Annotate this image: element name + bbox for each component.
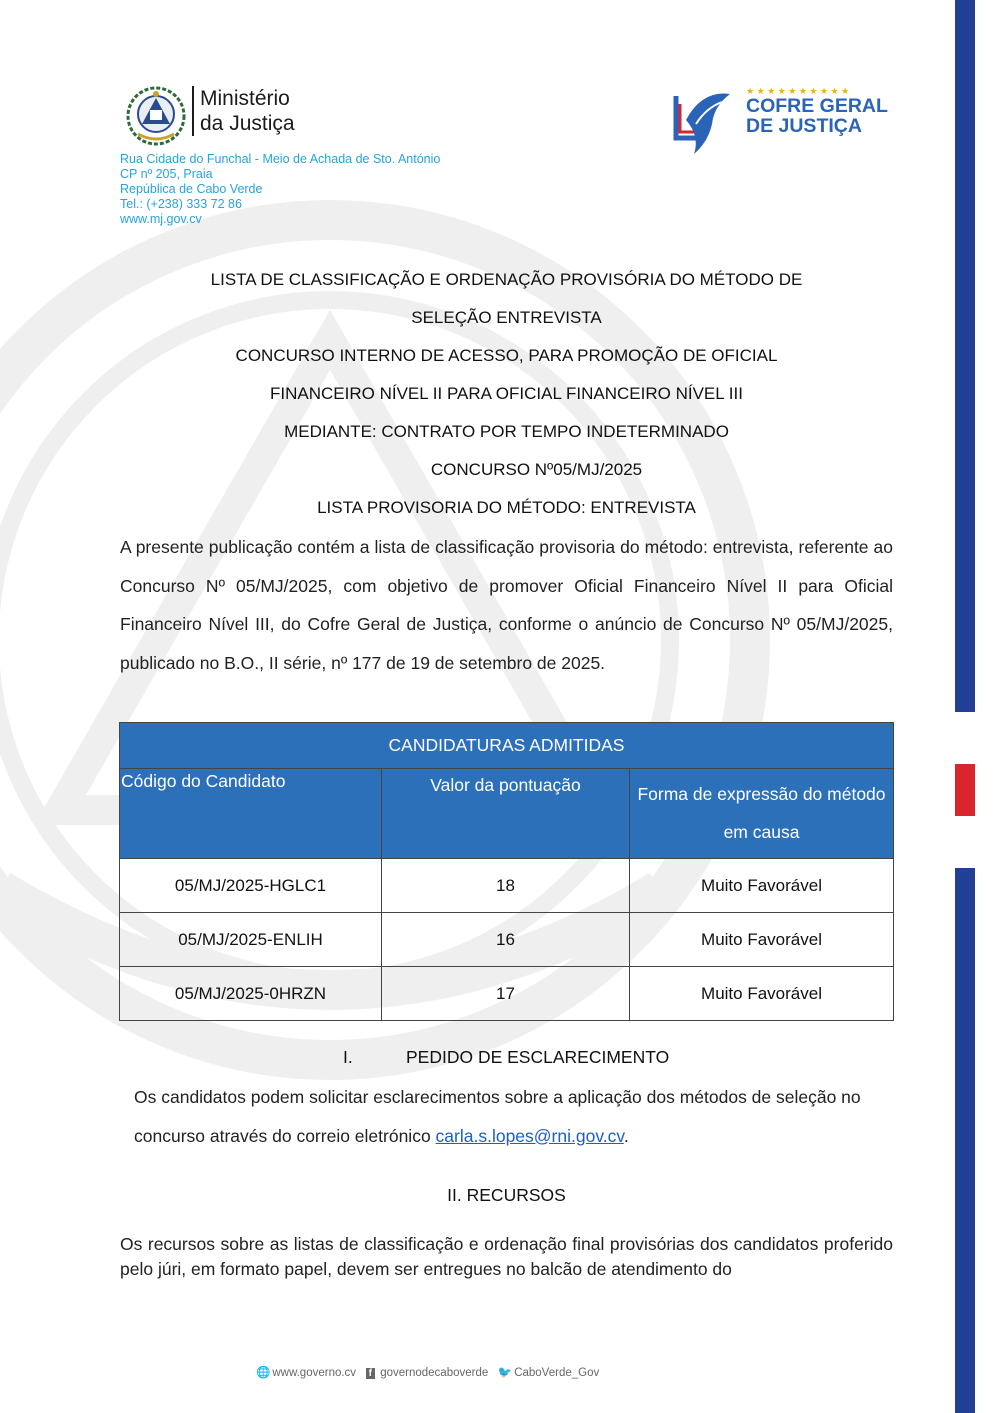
document-title-line5: MEDIANTE: CONTRATO POR TEMPO INDETERMINADO: [284, 422, 729, 441]
side-stripe-red: [955, 764, 975, 816]
ministry-name-line2: da Justiça: [200, 112, 295, 135]
table-row: [120, 913, 894, 967]
table-caption: CANDIDATURAS ADMITIDAS: [120, 723, 894, 769]
cofre-geral-name: [746, 96, 888, 136]
cofre-geral-logo-icon: [672, 84, 732, 156]
candidate-expression: Muito Favorável: [630, 859, 894, 913]
address-line: CP nº 205, Praia: [120, 167, 213, 181]
section1-number: I.: [343, 1047, 353, 1067]
intro-paragraph: A presente publicação contém a lista de classificação provisoria do método: entrevista, referente ao Concurso Nº 05/MJ/2025, com objetivo de promover Oficial Financeiro Nível II para Oficial Financeiro Nível III, do Cofre Geral de Justiça, conforme o anúncio de Concurso Nº 05/MJ/2025, publicado no B.O., II série, nº 177 de 19 de setembro de 2025.: [120, 537, 893, 673]
cabo-verde-coat-of-arms-icon: [124, 84, 188, 148]
section1-text-end: .: [623, 1125, 629, 1146]
candidate-code: 05/MJ/2025-ENLIH: [120, 913, 382, 967]
ministry-name-line1: Ministério: [200, 87, 290, 110]
footer-facebook[interactable]: governodecaboverde: [380, 1367, 489, 1379]
footer-twitter[interactable]: CaboVerde_Gov: [514, 1367, 600, 1379]
candidate-score: 17: [382, 967, 630, 1021]
candidate-code: 05/MJ/2025-0HRZN: [120, 967, 382, 1021]
side-stripe-blue-bottom: [955, 868, 975, 1413]
address-phone: Tel.: (+238) 333 72 86: [120, 197, 242, 211]
facebook-icon: f: [366, 1368, 375, 1379]
cofre-geral-stars: ★★★★★★★★★★: [746, 86, 852, 96]
address-website[interactable]: www.mj.gov.cv: [120, 212, 202, 226]
footer: [256, 1365, 599, 1379]
cofre-geral-line1: COFRE GERAL: [746, 95, 888, 117]
document-title-line3: CONCURSO INTERNO DE ACESSO, PARA PROMOÇÃO DE OFICIAL: [235, 346, 778, 365]
header-expression-form: Forma de expressão do método em causa: [630, 769, 894, 859]
section1-text: Os candidatos podem solicitar esclarecimentos sobre a aplicação dos métodos de seleção no concurso através do correio eletrónico: [134, 1087, 861, 1146]
section2-paragraph: Os recursos sobre as listas de classificação e ordenação final provisórias dos candidatos proferido pelo júri, em formato papel, devem ser entregues no balcão de atendimento do: [120, 1234, 893, 1279]
section1-paragraph: [134, 1078, 894, 1155]
globe-icon: 🌐: [256, 1367, 271, 1379]
address-line: República de Cabo Verde: [120, 182, 263, 196]
candidate-expression: Muito Favorável: [630, 913, 894, 967]
section2-title: II. RECURSOS: [447, 1185, 566, 1205]
document-title-line6: CONCURSO Nº05/MJ/2025: [430, 460, 643, 479]
header-score: Valor da pontuação: [382, 769, 630, 859]
table-row: [120, 859, 894, 913]
footer-website[interactable]: www.governo.cv: [272, 1367, 357, 1379]
candidate-code: 05/MJ/2025-HGLC1: [120, 859, 382, 913]
section1-title: PEDIDO DE ESCLARECIMENTO: [406, 1047, 670, 1067]
contact-email-link[interactable]: carla.s.lopes@rni.gov.cv: [435, 1125, 624, 1146]
header-candidate-code: Código do Candidato: [120, 769, 382, 859]
twitter-icon: 🐦: [497, 1367, 513, 1379]
document-title-line4: FINANCEIRO NÍVEL II PARA OFICIAL FINANCEIRO NÍVEL III: [270, 384, 743, 403]
candidates-table: [119, 722, 894, 1021]
document-title-line1: LISTA DE CLASSIFICAÇÃO E ORDENAÇÃO PROVISÓRIA DO MÉTODO DE: [210, 270, 803, 289]
ministry-address: [120, 152, 440, 227]
side-stripe-blue-top: [955, 0, 975, 712]
document-title-line2: SELEÇÃO ENTREVISTA: [411, 308, 602, 327]
candidate-expression: Muito Favorável: [630, 967, 894, 1021]
candidate-score: 16: [382, 913, 630, 967]
address-line: Rua Cidade do Funchal - Meio de Achada de Sto. António: [120, 152, 441, 166]
candidate-score: 18: [382, 859, 630, 913]
table-row: [120, 967, 894, 1021]
document-title-line7: LISTA PROVISORIA DO MÉTODO: ENTREVISTA: [317, 498, 696, 517]
ministry-name: [192, 86, 295, 136]
cofre-geral-line2: DE JUSTIÇA: [746, 115, 862, 137]
